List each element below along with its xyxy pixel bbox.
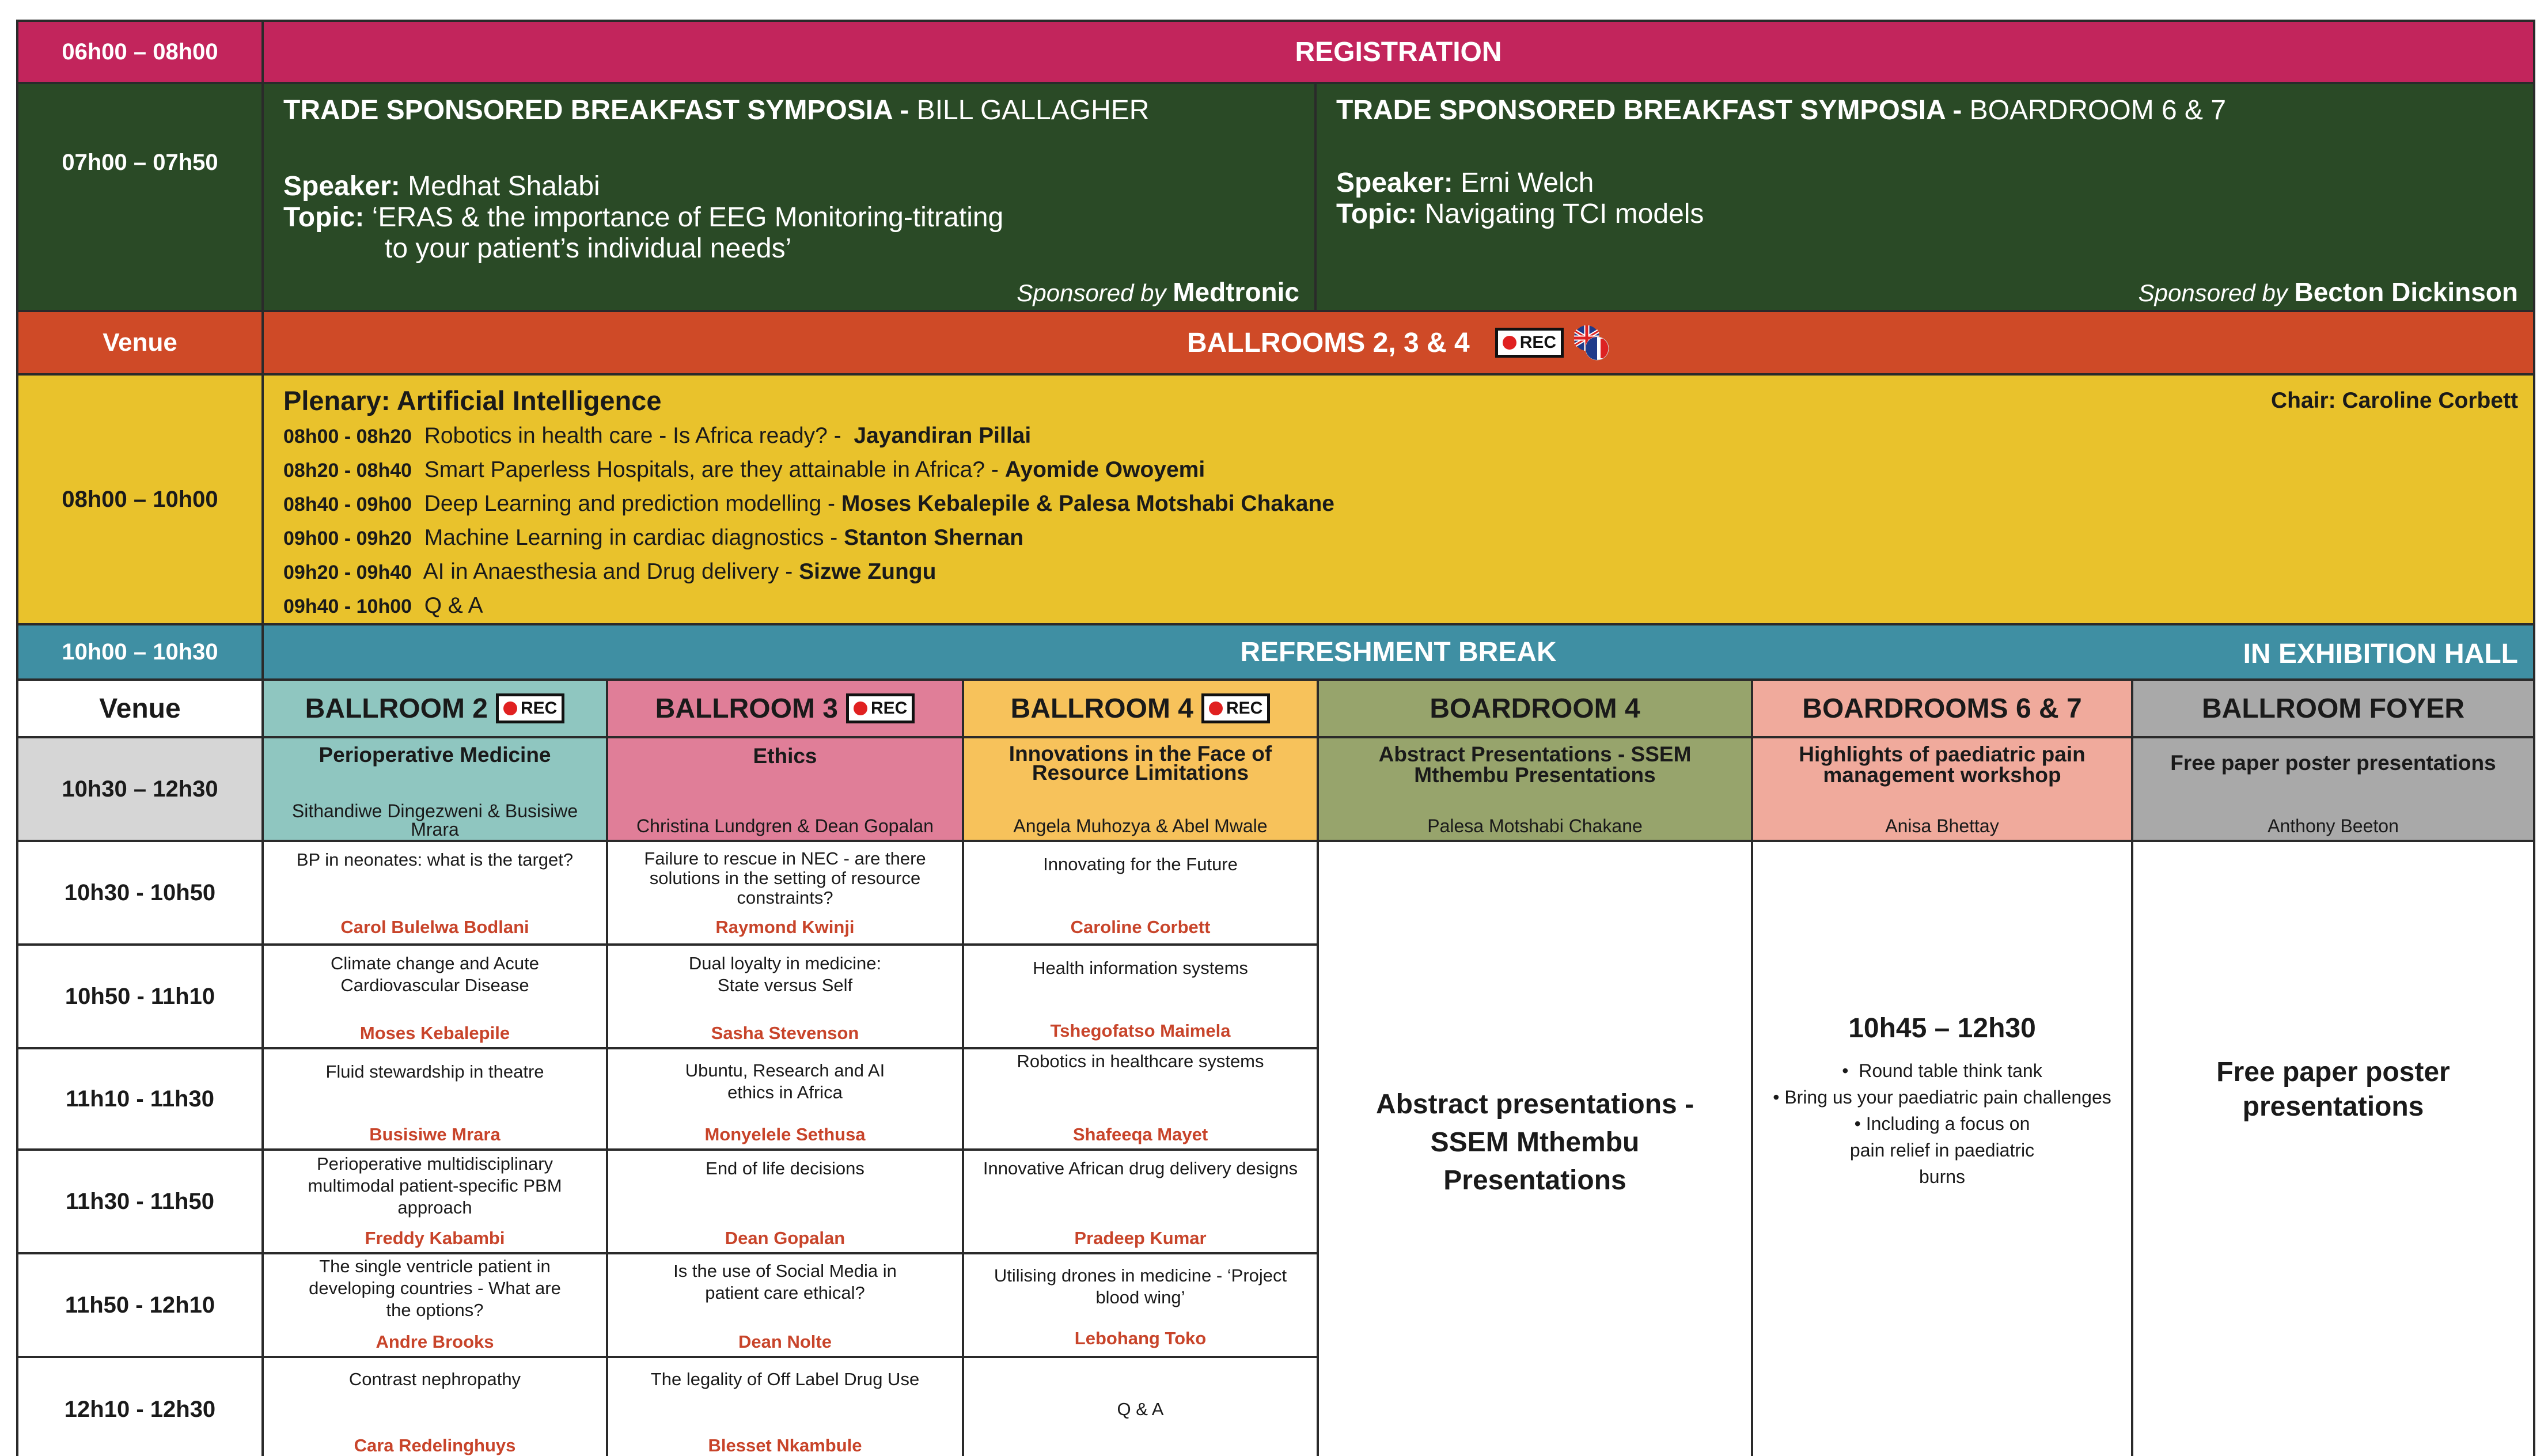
record-icon	[1209, 702, 1223, 715]
paediatric-workshop-cell	[1751, 840, 2133, 1456]
plenary-time: 08h00 – 10h00	[16, 373, 264, 625]
sessions-time: 10h30 – 12h30	[16, 736, 264, 842]
room-ballroom-4: BALLROOM 4 REC	[962, 678, 1319, 738]
venue-cell	[261, 310, 2535, 376]
slot-time: 10h50 - 11h10	[16, 943, 264, 1049]
breakfast-right-topic: Navigating TCI models	[1424, 199, 1704, 229]
plenary-session	[261, 373, 2535, 625]
breakfast-left: TRADE SPONSORED BREAKFAST SYMPOSIA - BILL GALLAGHER Speaker: Medhat Shalabi Topic: ‘ERAS & the importance of EEG Monitoring-titrating to your patient’s individual needs’ Sponsored by Medtronic	[261, 82, 1317, 312]
session-ballroom-4: Innovations in the Face of Resource Limitations Angela Muhozya & Abel Mwale	[962, 736, 1319, 842]
talk-cell: Climate change and Acute Cardiovascular Disease Moses Kebalepile	[261, 943, 608, 1049]
rec-badge: REC	[1201, 693, 1270, 723]
session-ballroom-2: Perioperative Medicine Sithandiwe Dingezweni & Busisiwe Mrara	[261, 736, 608, 842]
breakfast-time: 07h00 – 07h50	[16, 82, 264, 312]
talk-cell: End of life decisions Dean Gopalan	[606, 1148, 964, 1254]
rooms-venue-label: Venue	[16, 678, 264, 738]
talk-cell: Ubuntu, Research and AI ethics in Africa Monyelele Sethusa	[606, 1047, 964, 1151]
record-icon	[854, 702, 867, 715]
breakfast-right: TRADE SPONSORED BREAKFAST SYMPOSIA - BOARDROOM 6 & 7 Speaker: Erni Welch Topic: Navigating TCI models Sponsored by Becton Dickinson	[1314, 82, 2535, 312]
breakfast-left-room: BILL GALLAGHER	[916, 95, 1150, 126]
breakfast-right-title: TRADE SPONSORED BREAKFAST SYMPOSIA -	[1336, 95, 1962, 126]
breakfast-right-speaker: Erni Welch	[1461, 168, 1594, 198]
breakfast-left-sponsor: Medtronic	[1173, 277, 1299, 307]
rec-badge: REC	[1495, 328, 1564, 358]
breakfast-left-topic: ‘ERAS & the importance of EEG Monitoring-titrating	[371, 202, 1004, 233]
slot-time: 11h50 - 12h10	[16, 1252, 264, 1358]
talk-cell: Contrast nephropathy Cara Redelinghuys	[261, 1356, 608, 1456]
plenary-chair: Chair: Caroline Corbett	[2270, 388, 2518, 413]
translation-flags-icon	[1573, 324, 1610, 361]
breakfast-right-sponsor: Becton Dickinson	[2294, 277, 2518, 307]
plenary-talk-list	[283, 419, 1334, 623]
session-boardrooms-6-7: Highlights of paediatric pain management workshop Anisa Bhettay	[1751, 736, 2133, 842]
abstract-presentations-cell: Abstract presentations - SSEM Mthembu Presentations	[1317, 840, 1753, 1456]
talk-cell: The legality of Off Label Drug Use Blesset Nkambule	[606, 1356, 964, 1456]
room-boardroom-4: BOARDROOM 4	[1317, 678, 1753, 738]
workshop-bullets: • Round table think tank • Bring us your paediatric pain challenges • Including a focus on pain relief in paediatric burns	[1773, 1060, 2111, 1187]
slot-time: 10h30 - 10h50	[16, 840, 264, 946]
talk-cell: Perioperative multidisciplinary multimodal patient-specific PBM approach Freddy Kabambi	[261, 1148, 608, 1254]
plenary-talk: 08h00 - 08h20 Robotics in health care - Is Africa ready? - Jayandiran Pillai	[283, 423, 1032, 448]
talk-cell: Health information systems Tshegofatso Maimela	[962, 943, 1319, 1049]
room-boardrooms-6-7: BOARDROOMS 6 & 7	[1751, 678, 2133, 738]
session-boardroom-4: Abstract Presentations - SSEM Mthembu Presentations Palesa Motshabi Chakane	[1317, 736, 1753, 842]
break-location: IN EXHIBITION HALL	[2243, 639, 2518, 669]
room-ballroom-2: BALLROOM 2 REC	[261, 678, 608, 738]
talk-cell: Failure to rescue in NEC - are there solutions in the setting of resource constraints? Raymond Kwinji	[606, 840, 964, 946]
talk-cell: Robotics in healthcare systems Shafeeqa Mayet	[962, 1047, 1319, 1151]
registration-label: REGISTRATION	[261, 20, 2535, 84]
plenary-talk: 09h00 - 09h20 Machine Learning in cardiac diagnostics - Stanton Shernan	[283, 525, 1024, 550]
plenary-talk: 08h40 - 09h00 Deep Learning and prediction modelling - Moses Kebalepile & Palesa Motshabi Chakane	[283, 491, 1334, 516]
breakfast-left-speaker: Medhat Shalabi	[408, 171, 600, 202]
breakfast-right-room: BOARDROOM 6 & 7	[1969, 95, 2227, 126]
slot-time: 12h10 - 12h30	[16, 1356, 264, 1456]
room-ballroom-3: BALLROOM 3 REC	[606, 678, 964, 738]
talk-cell: Innovating for the Future Caroline Corbett	[962, 840, 1319, 946]
registration-time: 06h00 – 08h00	[16, 20, 264, 84]
talk-cell: Q & A	[962, 1356, 1319, 1456]
slot-time: 11h10 - 11h30	[16, 1047, 264, 1151]
breakfast-left-title: TRADE SPONSORED BREAKFAST SYMPOSIA -	[283, 95, 909, 126]
record-icon	[503, 702, 517, 715]
talk-cell: Is the use of Social Media in patient care ethical? Dean Nolte	[606, 1252, 964, 1358]
talk-cell: BP in neonates: what is the target? Carol Bulelwa Bodlani	[261, 840, 608, 946]
venue-label-cell: Venue	[16, 310, 264, 376]
plenary-title: Plenary: Artificial Intelligence	[283, 385, 662, 416]
break-time: 10h00 – 10h30	[16, 623, 264, 681]
venue-name: BALLROOMS 2, 3 & 4	[1186, 327, 1470, 358]
talk-cell: Innovative African drug delivery designs Pradeep Kumar	[962, 1148, 1319, 1254]
slot-time: 11h30 - 11h50	[16, 1148, 264, 1254]
talk-cell: Dual loyalty in medicine: State versus Self Sasha Stevenson	[606, 943, 964, 1049]
plenary-talk: 09h40 - 10h00 Q & A	[283, 593, 483, 618]
plenary-talk: 09h20 - 09h40 AI in Anaesthesia and Drug delivery - Sizwe Zungu	[283, 559, 936, 584]
talk-cell: Utilising drones in medicine - ‘Project blood wing’ Lebohang Toko	[962, 1252, 1319, 1358]
rec-badge: REC	[846, 693, 915, 723]
record-icon	[1503, 336, 1516, 350]
plenary-talk: 08h20 - 08h40 Smart Paperless Hospitals, are they attainable in Africa? - Ayomide Owoyemi	[283, 457, 1205, 482]
workshop-time: 10h45 – 12h30	[1848, 1013, 2036, 1044]
break-cell	[261, 623, 2535, 681]
poster-presentations-cell: Free paper poster presentations	[2131, 840, 2535, 1456]
session-ballroom-3: Ethics Christina Lundgren & Dean Gopalan	[606, 736, 964, 842]
rec-badge: REC	[496, 693, 564, 723]
session-ballroom-foyer: Free paper poster presentations Anthony Beeton	[2131, 736, 2535, 842]
room-ballroom-foyer: BALLROOM FOYER	[2131, 678, 2535, 738]
talk-cell: The single ventricle patient in developing countries - What are the options? Andre Brooks	[261, 1252, 608, 1358]
break-label: REFRESHMENT BREAK	[1240, 636, 1557, 668]
talk-cell: Fluid stewardship in theatre Busisiwe Mrara	[261, 1047, 608, 1151]
